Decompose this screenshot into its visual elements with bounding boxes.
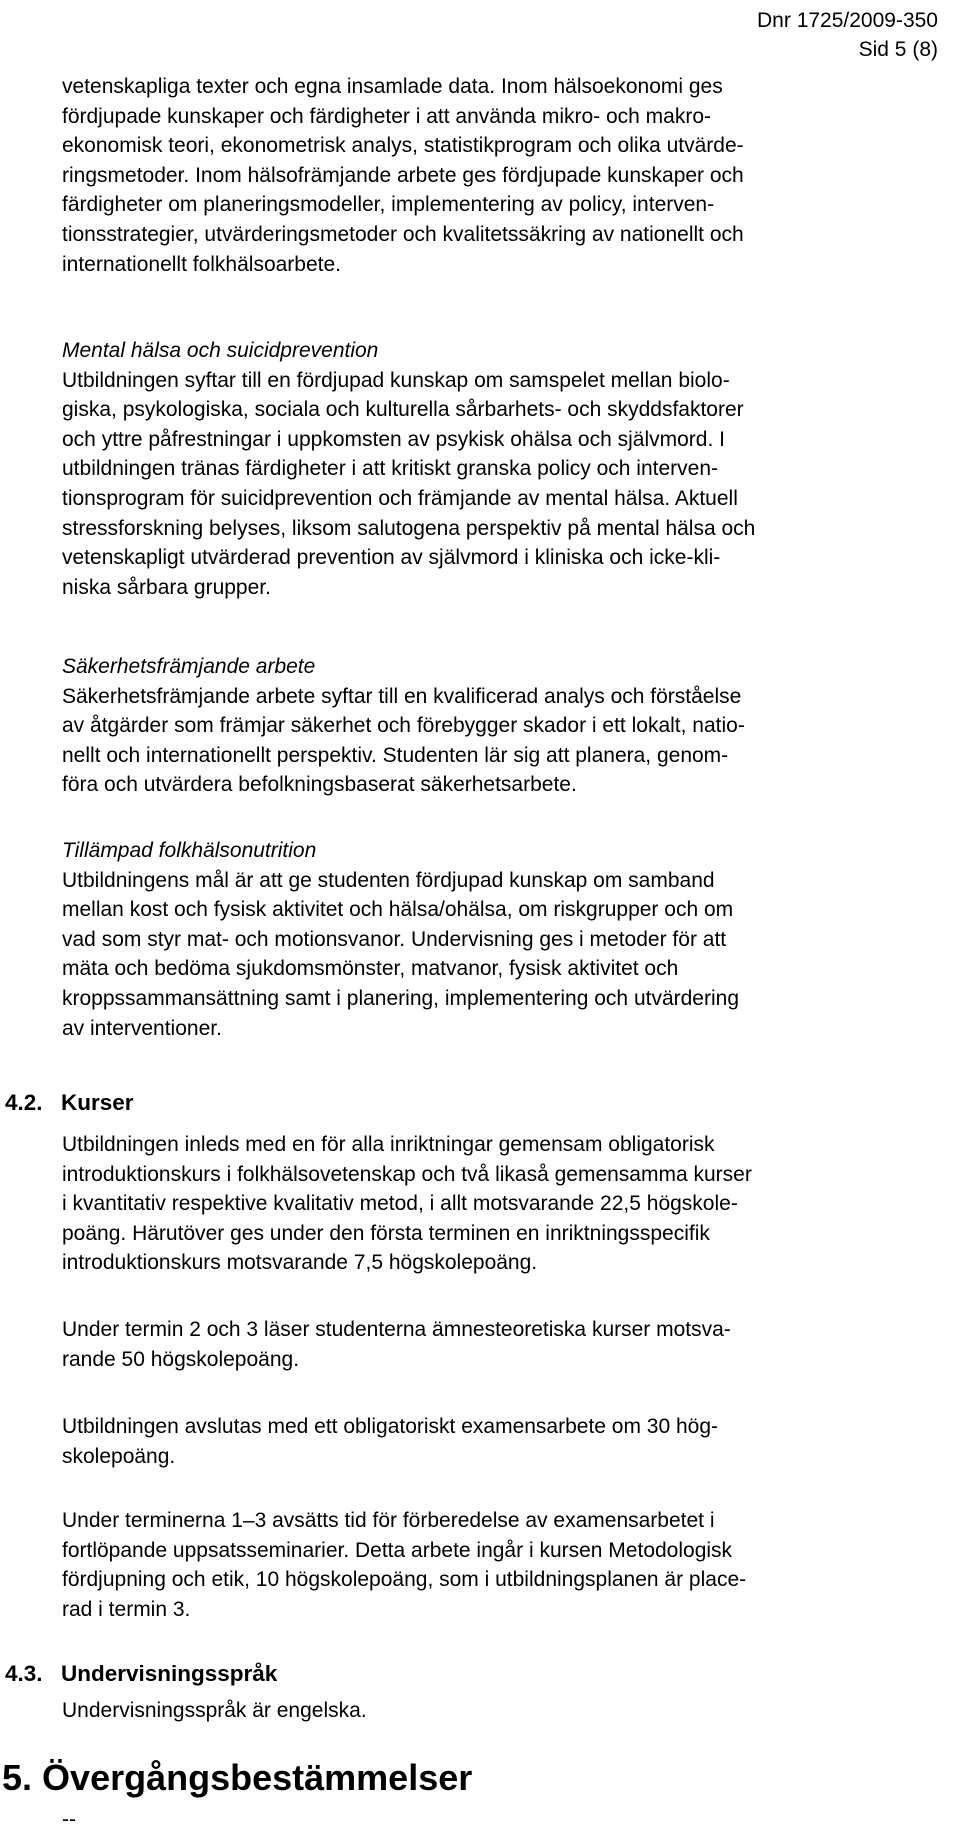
text-line: ekonomisk teori, ekonometrisk analys, statistikprogram och olika utvärde- xyxy=(62,134,744,158)
mental-health-section xyxy=(62,336,938,602)
text-line: internationellt folkhälsoarbete. xyxy=(62,252,342,276)
text-line: Under terminerna 1–3 avsätts tid för förberedelse av examensarbetet i xyxy=(62,1509,715,1532)
page-header xyxy=(757,6,938,64)
nutrition-section xyxy=(62,836,938,1043)
text-line: rande 50 högskolepoäng. xyxy=(62,1347,300,1371)
text-line: fördjupade kunskaper och färdigheter i att använda mikro- och makro- xyxy=(62,104,712,128)
heading-courses xyxy=(5,1088,134,1118)
heading-language xyxy=(5,1659,277,1689)
text-line: Säkerhetsfrämjande arbete syftar till en kvalificerad analys och förståelse xyxy=(62,684,742,708)
section-subtitle: Säkerhetsfrämjande arbete xyxy=(62,655,316,678)
text-line: stressforskning belyses, liksom salutogena perspektiv på mental hälsa och xyxy=(62,516,756,540)
text-line: introduktionskurs motsvarande 7,5 högskolepoäng. xyxy=(62,1251,538,1275)
text-line: av åtgärder som främjar säkerhet och förebygger skador i ett lokalt, natio- xyxy=(62,714,745,738)
courses-paragraph-3 xyxy=(62,1412,938,1471)
document-number: Dnr 1725/2009-350 xyxy=(757,9,938,32)
text-line: fortlöpande uppsatsseminarier. Detta arbete ingår i kursen Metodologisk xyxy=(62,1538,733,1562)
text-line: vetenskapligt utvärderad prevention av självmord i kliniska och icke-kli- xyxy=(62,546,721,570)
text-line: giska, psykologiska, sociala och kulturella sårbarhets- och skyddsfaktorer xyxy=(62,398,744,422)
text-line: vetenskapliga texter och egna insamlade data. Inom hälsoekonomi ges xyxy=(62,75,723,98)
text-line: rad i termin 3. xyxy=(62,1597,191,1621)
text-line: skolepoäng. xyxy=(62,1444,176,1468)
intro-paragraph xyxy=(62,72,938,279)
text-line: Utbildningen avslutas med ett obligatoriskt examensarbete om 30 hög- xyxy=(62,1415,719,1438)
language-paragraph xyxy=(62,1696,938,1726)
heading-number: 4.3. xyxy=(5,1661,43,1686)
courses-paragraph-2 xyxy=(62,1315,938,1374)
transition-text: -- xyxy=(62,1808,76,1831)
text-line: Undervisningsspråk är engelska. xyxy=(62,1699,367,1722)
text-line: i kvantitativ respektive kvalitativ metod, i allt motsvarande 22,5 högskole- xyxy=(62,1192,738,1216)
safety-section xyxy=(62,652,938,800)
text-line: färdigheter om planeringsmodeller, implementering av policy, interven- xyxy=(62,193,715,217)
text-line: nellt och internationellt perspektiv. Studenten lär sig att planera, genom- xyxy=(62,743,729,767)
text-line: och yttre påfrestningar i uppkomsten av psykisk ohälsa och självmord. I xyxy=(62,427,725,451)
text-line: ringsmetoder. Inom hälsofrämjande arbete ges fördjupade kunskaper och xyxy=(62,163,744,187)
text-line: Utbildningen inleds med en för alla inriktningar gemensam obligatorisk xyxy=(62,1133,715,1156)
text-line: introduktionskurs i folkhälsovetenskap och två likaså gemensamma kurser xyxy=(62,1162,752,1186)
section-subtitle: Tillämpad folkhälsonutrition xyxy=(62,839,317,862)
text-line: mäta och bedöma sjukdomsmönster, matvanor, fysisk aktivitet och xyxy=(62,957,679,981)
heading-title: Kurser xyxy=(61,1090,134,1115)
page-number: Sid 5 (8) xyxy=(858,38,938,61)
heading-title: Övergångsbestämmelser xyxy=(42,1757,473,1798)
section-subtitle: Mental hälsa och suicidprevention xyxy=(62,339,379,362)
text-line: kroppssammansättning samt i planering, implementering och utvärdering xyxy=(62,986,740,1010)
text-line: Utbildningen syftar till en fördjupad kunskap om samspelet mellan biolo- xyxy=(62,368,730,392)
text-line: vad som styr mat- och motionsvanor. Undervisning ges i metoder för att xyxy=(62,927,727,951)
heading-transition xyxy=(2,1757,472,1799)
text-line: utbildningen tränas färdigheter i att kritiskt granska policy och interven- xyxy=(62,457,719,481)
text-line: tionsstrategier, utvärderingsmetoder och kvalitetssäkring av nationellt och xyxy=(62,222,744,246)
text-line: Utbildningens mål är att ge studenten fördjupad kunskap om samband xyxy=(62,868,715,892)
courses-paragraph-4 xyxy=(62,1506,938,1624)
text-line: föra och utvärdera befolkningsbaserat säkerhetsarbete. xyxy=(62,773,577,797)
text-line: av interventioner. xyxy=(62,1016,222,1040)
heading-number: 4.2. xyxy=(5,1090,43,1115)
text-line: niska sårbara grupper. xyxy=(62,575,271,599)
text-line: poäng. Härutöver ges under den första terminen en inriktningsspecifik xyxy=(62,1221,710,1245)
text-line: fördjupning och etik, 10 högskolepoäng, som i utbildningsplanen är place- xyxy=(62,1568,747,1592)
courses-paragraph-1 xyxy=(62,1130,938,1278)
text-line: mellan kost och fysisk aktivitet och hälsa/ohälsa, om riskgrupper och om xyxy=(62,898,734,922)
text-line: tionsprogram för suicidprevention och främjande av mental hälsa. Aktuell xyxy=(62,486,738,510)
text-line: Under termin 2 och 3 läser studenterna ämnesteoretiska kurser motsva- xyxy=(62,1318,731,1341)
heading-title: Undervisningsspråk xyxy=(61,1661,278,1686)
heading-number: 5. xyxy=(2,1757,33,1798)
